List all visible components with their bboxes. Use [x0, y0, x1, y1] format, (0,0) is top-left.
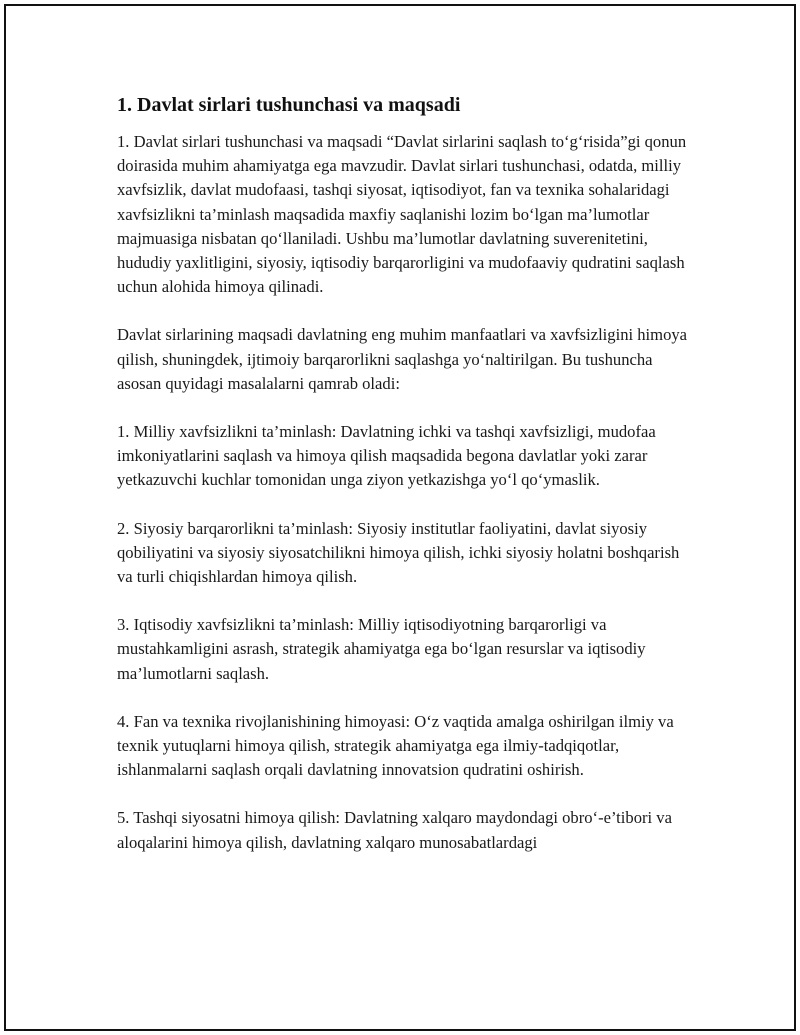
document-title: 1. Davlat sirlari tushunchasi va maqsadi [117, 94, 461, 116]
list-item-national-security: 1. Milliy xavfsizlikni ta’minlash: Davlatning ichki va tashqi xavfsizligi, mudofaa imkoniyatlarini saqlash va himoya qilish maqsadida begona davlatlar yoki zarar yetkazuvchi kuchlar tomonidan unga ziyon yetkazishga yo‘l qo‘ymaslik. [117, 422, 656, 490]
list-item-political-stability: 2. Siyosiy barqarorlikni ta’minlash: Siyosiy institutlar faoliyatini, davlat siyosiy qobiliyatini va siyosiy siyosatchilikni himoya qilish, ichki siyosiy holatni boshqarish va turli chiqishlardan himoya qilish. [117, 518, 680, 587]
paragraph-purpose: Davlat sirlarining maqsadi davlatning eng muhim manfaatlari va xavfsizligini himoya qilish, shuningdek, ijtimoiy barqarorlikni saqlashga yo‘naltirilgan. Bu tushuncha asosan quyidagi masalalarni qamrab oladi: [117, 325, 688, 393]
list-item-economic-security: 3. Iqtisodiy xavfsizlikni ta’minlash: Milliy iqtisodiyotning barqarorligi va mustahkamligini asrash, strategik ahamiyatga ega bo‘lgan resurslar va iqtisodiy ma’lumotlarni saqlash. [117, 615, 646, 683]
document-body [117, 92, 697, 879]
paragraph-intro: 1. Davlat sirlari tushunchasi va maqsadi “Davlat sirlarini saqlash to‘g‘risida”gi qonun doirasida muhim ahamiyatga ega mavzudir. Davlat sirlari tushunchasi, odatda, milliy xavfsizlik, davlat mudofaasi, tashqi siyosat, iqtisodiyot, fan va texnika sohalaridagi xavfsizlikni ta’minlash maqsadida maxfiy saqlanishi lozim bo‘lgan ma’lumotlar majmuasiga nisbatan qo‘llaniladi. Ushbu ma’lumotlar davlatning suverenitetini, hududiy yaxlitligini, siyosiy, iqtisodiy barqarorligini va mudofaaviy qudratini saqlash uchun alohida himoya qilinadi. [117, 132, 687, 297]
list-item-science-technology: 4. Fan va texnika rivojlanishining himoyasi: O‘z vaqtida amalga oshirilgan ilmiy va texnik yutuqlarni himoya qilish, strategik ahamiyatga ega ilmiy-tadqiqotlar, ishlanmalarni saqlash orqali davlatning innovatsion qudratini oshirish. [117, 711, 674, 780]
list-item-foreign-policy: 5. Tashqi siyosatni himoya qilish: Davlatning xalqaro maydondagi obro‘-e’tibori va aloqalarini himoya qilish, davlatning xalqaro munosabatlardagi [117, 808, 672, 852]
